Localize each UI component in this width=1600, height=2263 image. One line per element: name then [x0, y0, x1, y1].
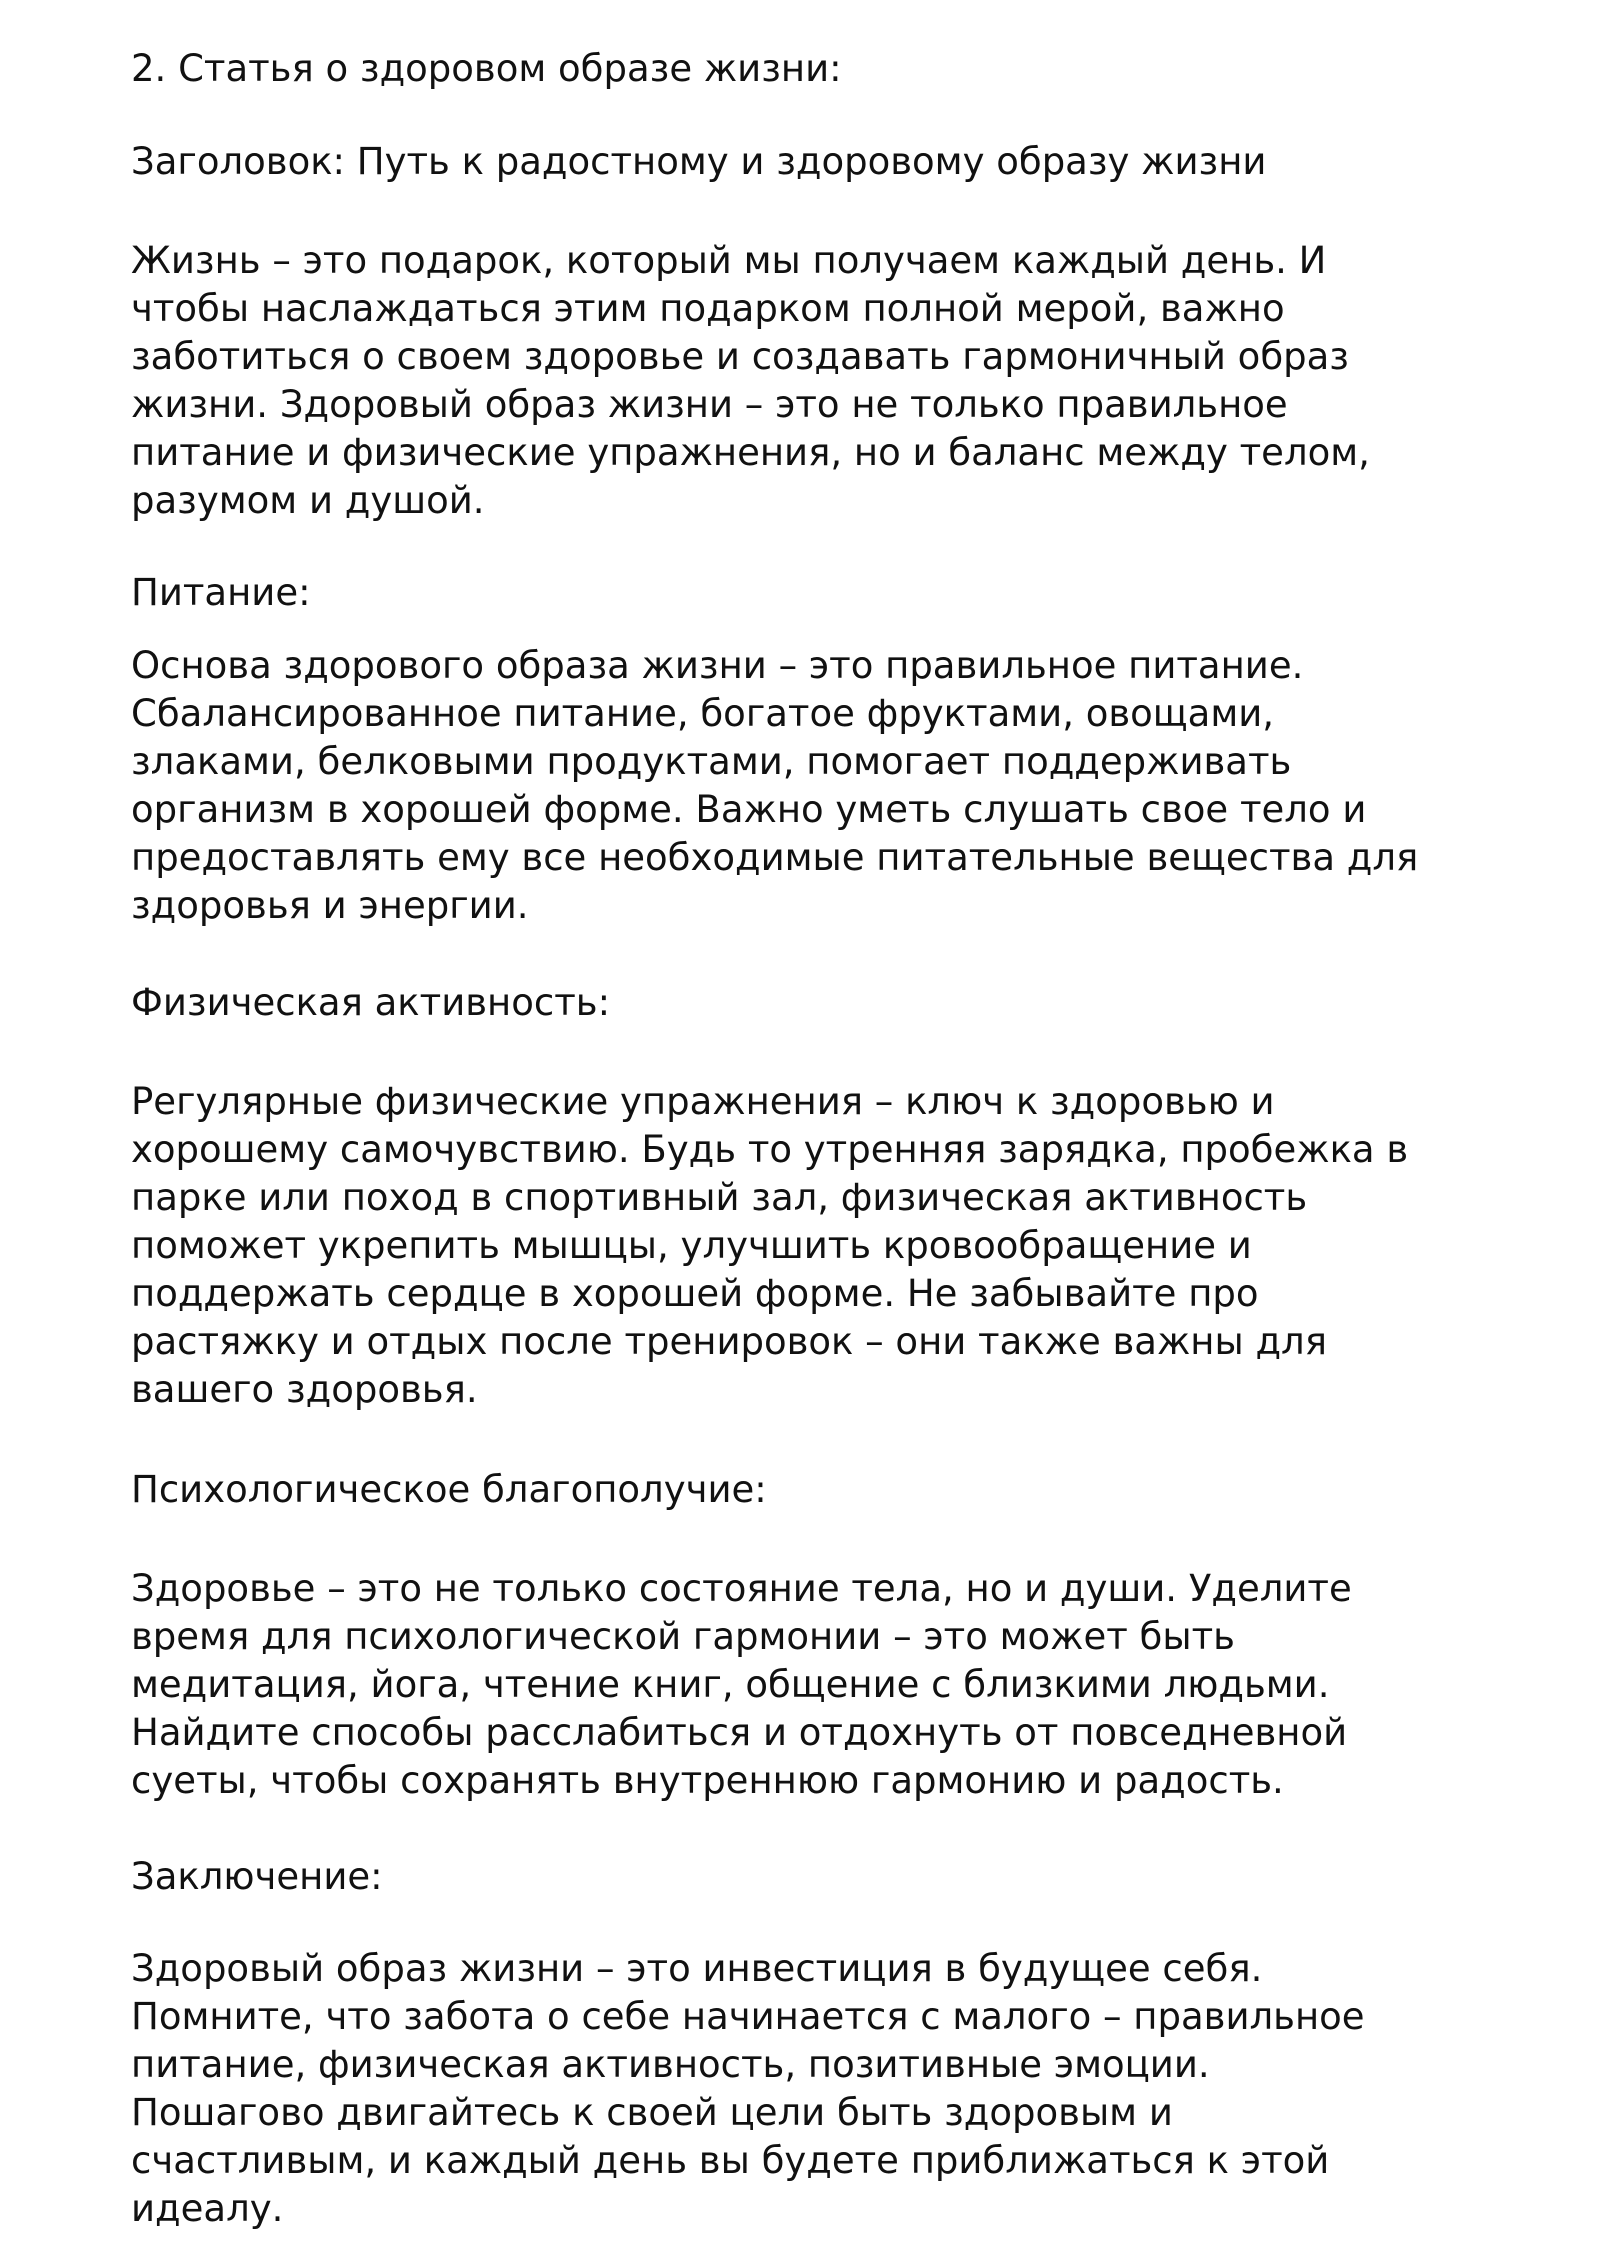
paragraph-line: Жизнь – это подарок, который мы получаем каждый день. И — [131, 239, 1327, 282]
paragraph-line: Сбалансированное питание, богатое фруктами, овощами, — [131, 692, 1275, 735]
article-title: Заголовок: Путь к радостному и здоровому образу жизни — [131, 140, 1267, 183]
section-body-nutrition — [131, 642, 1511, 930]
paragraph-line: предоставлять ему все необходимые питательные вещества для — [131, 836, 1419, 879]
section-body-physical-activity — [131, 1078, 1511, 1414]
paragraph-line: Пошагово двигайтесь к своей цели быть здоровым и — [131, 2091, 1173, 2134]
paragraph-line: поддержать сердце в хорошей форме. Не забывайте про — [131, 1272, 1259, 1315]
paragraph-line: разумом и душой. — [131, 479, 485, 522]
paragraph-line: растяжку и отдых после тренировок – они также важны для — [131, 1320, 1327, 1363]
paragraph-line: организм в хорошей форме. Важно уметь слушать свое тело и — [131, 788, 1367, 831]
paragraph-line: парке или поход в спортивный зал, физическая активность — [131, 1176, 1308, 1219]
paragraph-line: жизни. Здоровый образ жизни – это не только правильное — [131, 383, 1288, 426]
section-heading-nutrition: Питание: — [131, 571, 311, 614]
paragraph-line: время для психологической гармонии – это может быть — [131, 1615, 1235, 1658]
paragraph-line: Основа здорового образа жизни – это правильное питание. — [131, 644, 1304, 687]
section-heading-physical-activity: Физическая активность: — [131, 981, 611, 1024]
paragraph-line: счастливым, и каждый день вы будете приближаться к этой — [131, 2139, 1330, 2182]
article-heading: 2. Статья о здоровом образе жизни: — [131, 47, 842, 90]
paragraph-line: Помните, что забота о себе начинается с малого – правильное — [131, 1995, 1365, 2038]
paragraph-line: идеалу. — [131, 2187, 284, 2230]
paragraph-line: медитация, йога, чтение книг, общение с близкими людьми. — [131, 1663, 1330, 1706]
paragraph-line: злаками, белковыми продуктами, помогает поддерживать — [131, 740, 1292, 783]
section-heading-conclusion: Заключение: — [131, 1855, 383, 1898]
paragraph-line: Здоровый образ жизни – это инвестиция в будущее себя. — [131, 1947, 1263, 1990]
paragraph-line: хорошему самочувствию. Будь то утренняя зарядка, пробежка в — [131, 1128, 1409, 1171]
paragraph-line: здоровья и энергии. — [131, 884, 529, 927]
paragraph-line: Регулярные физические упражнения – ключ к здоровью и — [131, 1080, 1275, 1123]
paragraph-line: поможет укрепить мышцы, улучшить кровообращение и — [131, 1224, 1252, 1267]
paragraph-line: питание, физическая активность, позитивные эмоции. — [131, 2043, 1210, 2086]
intro-paragraph — [131, 237, 1511, 525]
paragraph-line: суеты, чтобы сохранять внутреннюю гармонию и радость. — [131, 1759, 1284, 1802]
paragraph-line: питание и физические упражнения, но и баланс между телом, — [131, 431, 1370, 474]
paragraph-line: заботиться о своем здоровье и создавать гармоничный образ — [131, 335, 1349, 378]
paragraph-line: Найдите способы расслабиться и отдохнуть от повседневной — [131, 1711, 1348, 1754]
section-heading-psychological-wellbeing: Психологическое благополучие: — [131, 1468, 767, 1511]
section-body-psychological-wellbeing — [131, 1565, 1511, 1805]
paragraph-line: чтобы наслаждаться этим подарком полной мерой, важно — [131, 287, 1285, 330]
paragraph-line: вашего здоровья. — [131, 1368, 478, 1411]
paragraph-line: Здоровье – это не только состояние тела, но и души. Уделите — [131, 1567, 1352, 1610]
section-body-conclusion — [131, 1945, 1511, 2233]
